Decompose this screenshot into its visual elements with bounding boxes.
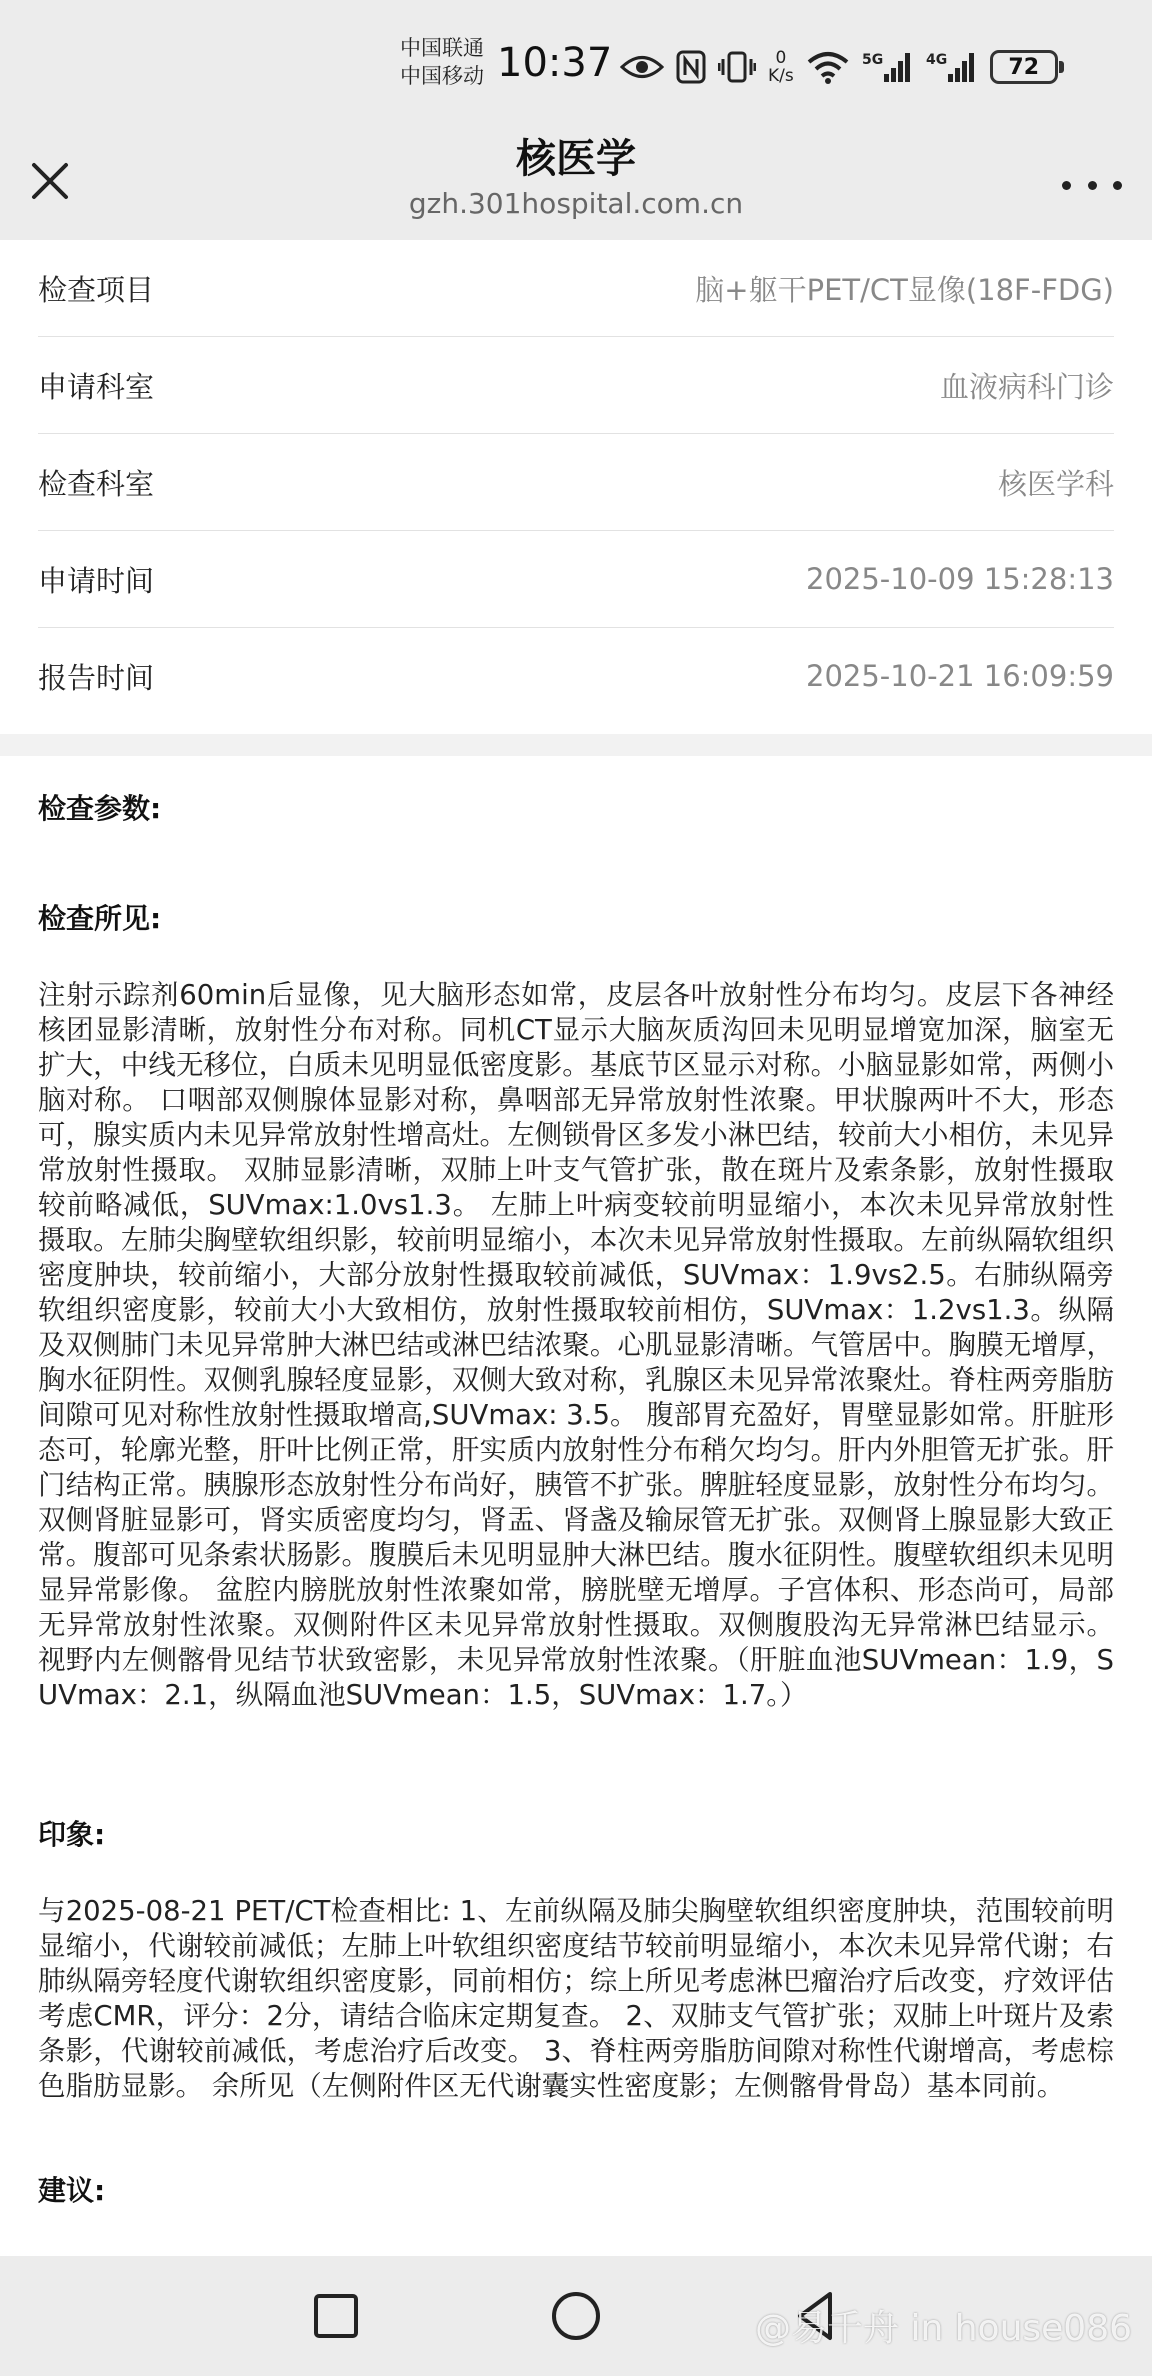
info-value: 血液病科门诊: [939, 369, 1114, 404]
signal-4g-icon: [926, 50, 978, 84]
recent-apps-icon[interactable]: [306, 2286, 366, 2346]
info-row-exam-item: [38, 240, 1114, 336]
info-row-request-time: [38, 531, 1114, 627]
more-dot-icon: [1088, 181, 1097, 190]
more-options-button[interactable]: [1062, 165, 1122, 205]
findings-text: 注射示踪剂60min后显像，见大脑形态如常，皮层各叶放射性分布均匀。皮层下各神经核团显影清晰，放射性分布对称。同机CT显示大脑灰质沟回未见明显增宽加深，脑室无扩大，中线无移位，白质未见明显低密度影。基底节区显示对称。小脑显影如常，两侧小脑对称。 口咽部双侧腺体显影对称，鼻咽部无异常放射性浓聚。甲状腺两叶不大，形态可，腺实质内未见异常放射性增高灶。左侧锁骨区多发小淋巴结，较前大小相仿，未见异常放射性摄取。 双肺显影清晰，双肺上叶支气管扩张，散在斑片及索条影，放射性摄取较前略减低，SUVmax:1.0vs1.3。 左肺上叶病变较前明显缩小，本次未见异常放射性摄取。左肺尖胸壁软组织影，较前明显缩小，本次未见异常放射性摄取。左前纵隔软组织密度肿块，较前缩小，大部分放射性摄取较前减低，SUVmax：1.9vs2.5。右肺纵隔旁软组织密度影，较前大小大致相仿，放射性摄取较前相仿，SUVmax：1.2vs1.3。纵隔及双侧肺门未见异常肿大淋巴结或淋巴结浓聚。心肌显影清晰。气管居中。胸膜无增厚，胸水征阴性。双侧乳腺轻度显影，双侧大致对称，乳腺区未见异常浓聚灶。脊柱两旁脂肪间隙可见对称性放射性摄取增高,SUVmax: 3.5。 腹部胃充盈好，胃壁显影如常。肝脏形态可，轮廓光整，肝叶比例正常，肝实质内放射性分布稍欠均匀。肝内外胆管无扩张。肝门结构正常。胰腺形态放射性分布尚好，胰管不扩张。脾脏轻度显影，放射性分布均匀。双侧肾脏显影可，肾实质密度均匀，肾盂、肾盏及输尿管无扩张。双侧肾上腺显影大致正常。腹部可见条索状肠影。腹膜后未见明显肿大淋巴结。腹水征阴性。腹壁软组织未见明显异常影像。 盆腔内膀胱放射性浓聚如常，膀胱壁无增厚。子宫体积、形态尚可，局部无异常放射性浓聚。双侧附件区未见异常放射性摄取。双侧腹股沟无异常淋巴结显示。 视野内左侧髂骨见结节状致密影，未见异常放射性浓聚。（肝脏血池SUVmean：1.9，SUVmax：2.1，纵隔血池SUVmean：1.5，SUVmax：1.7。）: [38, 979, 1114, 1711]
exam-info-card: [0, 240, 1152, 734]
info-row-report-time: [38, 628, 1114, 724]
info-label: 检查科室: [38, 466, 155, 501]
info-label: 报告时间: [38, 660, 155, 695]
net-speed-value: 0: [775, 48, 787, 68]
impression-heading: 印象:: [38, 1818, 106, 1851]
impression-text: 与2025-08-21 PET/CT检查相比: 1、左前纵隔及肺尖胸壁软组织密度肿块，范围较前明显缩小，代谢较前减低；左肺上叶软组织密度结节较前明显缩小，本次未见异常代谢；右肺纵隔旁轻度代谢软组织密度影，同前相仿；综上所见考虑淋巴瘤治疗后改变，疗效评估考虑CMR，评分：2分，请结合临床定期复查。 2、双肺支气管扩张；双肺上叶斑片及索条影，代谢较前减低，考虑治疗后改变。 3、脊柱两旁脂肪间隙对称性代谢增高，考虑棕色脂肪显影。 余所见（左侧附件区无代谢囊实性密度影；左侧髂骨骨岛）基本同前。: [38, 1895, 1114, 2102]
page-url: gzh.301hospital.com.cn: [408, 187, 744, 220]
info-value: 2025-10-21 16:09:59: [806, 659, 1114, 693]
info-value: 核医学科: [997, 466, 1114, 501]
battery-indicator: 72: [990, 50, 1058, 84]
nfc-icon: [676, 50, 706, 84]
params-heading: 检查参数:: [38, 792, 162, 825]
suggestion-heading: 建议:: [38, 2174, 106, 2207]
carrier-1: 中国联通: [400, 36, 484, 60]
status-bar: [0, 0, 1152, 135]
net-speed: [768, 49, 794, 85]
info-row-request-dept: [38, 337, 1114, 433]
home-icon[interactable]: [546, 2286, 606, 2346]
carrier-2: 中国移动: [400, 64, 484, 88]
info-label: 检查项目: [38, 272, 155, 307]
more-dot-icon: [1113, 181, 1122, 190]
svg-text:4G: 4G: [925, 52, 947, 68]
info-value: 2025-10-09 15:28:13: [806, 562, 1114, 596]
net-speed-unit: K/s: [768, 66, 794, 86]
watermark: @易千舟 in house086: [755, 2308, 1132, 2349]
signal-5g-icon: [862, 50, 914, 84]
info-row-exam-dept: [38, 434, 1114, 530]
status-icons: [620, 42, 1058, 92]
info-label: 申请时间: [38, 563, 155, 598]
system-nav-bar: [0, 2256, 1152, 2376]
carrier-info: [400, 34, 484, 90]
page-title: 核医学: [516, 136, 636, 182]
info-label: 申请科室: [38, 369, 155, 404]
nav-header: [0, 135, 1152, 240]
clock: 10:37: [497, 40, 613, 86]
section-gap: [0, 734, 1152, 756]
svg-text:5G: 5G: [861, 52, 883, 68]
info-value: 脑+躯干PET/CT显像(18F-FDG): [695, 272, 1114, 307]
wifi-icon: [806, 50, 850, 84]
eye-icon: [620, 52, 664, 82]
findings-heading: 检查所见:: [38, 902, 162, 935]
more-dot-icon: [1062, 181, 1071, 190]
vibrate-icon: [718, 50, 756, 84]
